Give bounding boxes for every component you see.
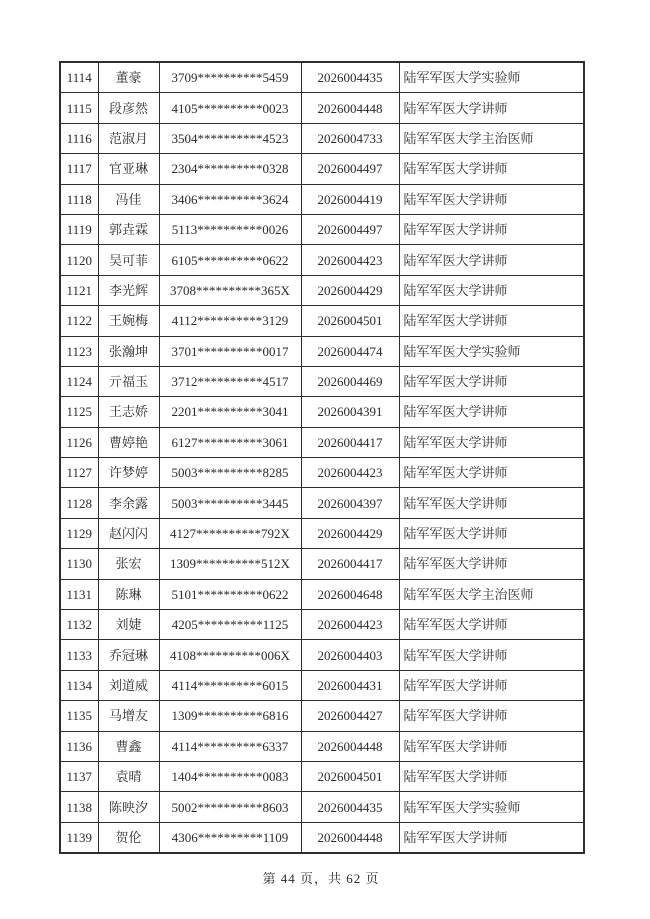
cell-code: 2026004733 [301, 123, 399, 153]
cell-id-number: 3504**********4523 [159, 123, 301, 153]
cell-row-number: 1114 [60, 62, 98, 93]
cell-title: 陆军军医大学实验师 [399, 336, 584, 366]
cell-code: 2026004501 [301, 306, 399, 336]
cell-code: 2026004474 [301, 336, 399, 366]
cell-id-number: 4108**********006X [159, 640, 301, 670]
cell-name: 刘道威 [98, 670, 159, 700]
cell-row-number: 1130 [60, 549, 98, 579]
cell-row-number: 1117 [60, 154, 98, 184]
cell-title: 陆军军医大学讲师 [399, 458, 584, 488]
table-row [60, 670, 584, 700]
cell-title: 陆军军医大学实验师 [399, 62, 584, 93]
cell-title: 陆军军医大学讲师 [399, 731, 584, 761]
table-row [60, 154, 584, 184]
table-row [60, 62, 584, 93]
cell-row-number: 1124 [60, 366, 98, 396]
cell-title: 陆军军医大学讲师 [399, 214, 584, 244]
cell-code: 2026004423 [301, 458, 399, 488]
cell-row-number: 1137 [60, 761, 98, 791]
cell-row-number: 1122 [60, 306, 98, 336]
cell-code: 2026004391 [301, 397, 399, 427]
cell-title: 陆军军医大学讲师 [399, 518, 584, 548]
cell-name: 王婉梅 [98, 306, 159, 336]
cell-name: 刘婕 [98, 610, 159, 640]
cell-row-number: 1132 [60, 610, 98, 640]
cell-title: 陆军军医大学主治医师 [399, 579, 584, 609]
cell-title: 陆军军医大学讲师 [399, 184, 584, 214]
cell-id-number: 2201**********3041 [159, 397, 301, 427]
cell-code: 2026004429 [301, 518, 399, 548]
cell-code: 2026004417 [301, 427, 399, 457]
cell-name: 段彦然 [98, 93, 159, 123]
table-row [60, 275, 584, 305]
cell-code: 2026004419 [301, 184, 399, 214]
cell-name: 李光辉 [98, 275, 159, 305]
page-number-footer: 第 44 页，共 62 页 [262, 871, 380, 886]
cell-name: 吴可菲 [98, 245, 159, 275]
cell-title: 陆军军医大学讲师 [399, 93, 584, 123]
cell-row-number: 1123 [60, 336, 98, 366]
table-row [60, 214, 584, 244]
cell-code: 2026004423 [301, 610, 399, 640]
table-row [60, 549, 584, 579]
cell-code: 2026004448 [301, 822, 399, 853]
table-row [60, 822, 584, 853]
cell-title: 陆军军医大学主治医师 [399, 123, 584, 153]
cell-id-number: 1404**********0083 [159, 761, 301, 791]
cell-row-number: 1136 [60, 731, 98, 761]
table-row [60, 366, 584, 396]
cell-name: 乔冠琳 [98, 640, 159, 670]
cell-title: 陆军军医大学讲师 [399, 306, 584, 336]
cell-title: 陆军军医大学讲师 [399, 549, 584, 579]
cell-title: 陆军军医大学讲师 [399, 822, 584, 853]
cell-name: 赵闪闪 [98, 518, 159, 548]
cell-row-number: 1120 [60, 245, 98, 275]
table-row [60, 336, 584, 366]
cell-title: 陆军军医大学讲师 [399, 245, 584, 275]
cell-id-number: 3712**********4517 [159, 366, 301, 396]
table-row [60, 761, 584, 791]
cell-code: 2026004501 [301, 761, 399, 791]
cell-code: 2026004427 [301, 701, 399, 731]
cell-row-number: 1126 [60, 427, 98, 457]
table-body [60, 62, 584, 853]
table-row [60, 579, 584, 609]
cell-id-number: 5002**********8603 [159, 792, 301, 822]
cell-id-number: 4112**********3129 [159, 306, 301, 336]
cell-name: 董豪 [98, 62, 159, 93]
cell-id-number: 4127**********792X [159, 518, 301, 548]
cell-name: 陈映汐 [98, 792, 159, 822]
cell-name: 袁晴 [98, 761, 159, 791]
cell-name: 郭垚霖 [98, 214, 159, 244]
cell-row-number: 1134 [60, 670, 98, 700]
table-row [60, 610, 584, 640]
cell-row-number: 1138 [60, 792, 98, 822]
cell-id-number: 3701**********0017 [159, 336, 301, 366]
cell-row-number: 1131 [60, 579, 98, 609]
cell-code: 2026004448 [301, 93, 399, 123]
cell-row-number: 1118 [60, 184, 98, 214]
table-row [60, 397, 584, 427]
cell-id-number: 3709**********5459 [159, 62, 301, 93]
cell-id-number: 6105**********0622 [159, 245, 301, 275]
cell-name: 官亚琳 [98, 154, 159, 184]
cell-code: 2026004429 [301, 275, 399, 305]
cell-name: 王志娇 [98, 397, 159, 427]
cell-title: 陆军军医大学讲师 [399, 670, 584, 700]
table-row [60, 427, 584, 457]
cell-id-number: 4205**********1125 [159, 610, 301, 640]
table-row [60, 792, 584, 822]
table-row [60, 93, 584, 123]
cell-title: 陆军军医大学讲师 [399, 761, 584, 791]
cell-code: 2026004448 [301, 731, 399, 761]
cell-name: 贺伦 [98, 822, 159, 853]
cell-row-number: 1125 [60, 397, 98, 427]
cell-id-number: 4114**********6015 [159, 670, 301, 700]
cell-row-number: 1133 [60, 640, 98, 670]
cell-title: 陆军军医大学讲师 [399, 640, 584, 670]
table-row [60, 518, 584, 548]
cell-row-number: 1116 [60, 123, 98, 153]
table-row [60, 731, 584, 761]
cell-title: 陆军军医大学讲师 [399, 154, 584, 184]
cell-row-number: 1127 [60, 458, 98, 488]
cell-name: 曹鑫 [98, 731, 159, 761]
cell-id-number: 5003**********8285 [159, 458, 301, 488]
table-row [60, 458, 584, 488]
cell-code: 2026004403 [301, 640, 399, 670]
cell-id-number: 3406**********3624 [159, 184, 301, 214]
cell-title: 陆军军医大学讲师 [399, 701, 584, 731]
cell-name: 李余露 [98, 488, 159, 518]
cell-title: 陆军军医大学讲师 [399, 488, 584, 518]
cell-name: 许梦婷 [98, 458, 159, 488]
cell-code: 2026004435 [301, 792, 399, 822]
cell-id-number: 6127**********3061 [159, 427, 301, 457]
cell-name: 冯佳 [98, 184, 159, 214]
cell-name: 张宏 [98, 549, 159, 579]
table-row [60, 488, 584, 518]
personnel-table [59, 61, 585, 854]
cell-id-number: 1309**********512X [159, 549, 301, 579]
cell-name: 范淑月 [98, 123, 159, 153]
table-row [60, 306, 584, 336]
cell-id-number: 5101**********0622 [159, 579, 301, 609]
cell-code: 2026004417 [301, 549, 399, 579]
cell-id-number: 5113**********0026 [159, 214, 301, 244]
cell-id-number: 4114**********6337 [159, 731, 301, 761]
cell-id-number: 4105**********0023 [159, 93, 301, 123]
cell-id-number: 1309**********6816 [159, 701, 301, 731]
cell-row-number: 1129 [60, 518, 98, 548]
table-row [60, 184, 584, 214]
cell-row-number: 1128 [60, 488, 98, 518]
cell-title: 陆军军医大学讲师 [399, 366, 584, 396]
cell-code: 2026004435 [301, 62, 399, 93]
cell-name: 陈琳 [98, 579, 159, 609]
cell-name: 曹婷艳 [98, 427, 159, 457]
cell-code: 2026004397 [301, 488, 399, 518]
cell-id-number: 5003**********3445 [159, 488, 301, 518]
cell-title: 陆军军医大学讲师 [399, 610, 584, 640]
cell-row-number: 1139 [60, 822, 98, 853]
cell-code: 2026004497 [301, 214, 399, 244]
cell-title: 陆军军医大学讲师 [399, 427, 584, 457]
cell-title: 陆军军医大学讲师 [399, 275, 584, 305]
cell-title: 陆军军医大学实验师 [399, 792, 584, 822]
table-row [60, 123, 584, 153]
cell-title: 陆军军医大学讲师 [399, 397, 584, 427]
cell-name: 马增友 [98, 701, 159, 731]
table-row [60, 640, 584, 670]
cell-row-number: 1135 [60, 701, 98, 731]
cell-code: 2026004423 [301, 245, 399, 275]
table-row [60, 245, 584, 275]
cell-id-number: 3708**********365X [159, 275, 301, 305]
cell-code: 2026004497 [301, 154, 399, 184]
cell-row-number: 1115 [60, 93, 98, 123]
cell-row-number: 1121 [60, 275, 98, 305]
cell-code: 2026004648 [301, 579, 399, 609]
cell-id-number: 2304**********0328 [159, 154, 301, 184]
cell-name: 张瀚坤 [98, 336, 159, 366]
cell-code: 2026004431 [301, 670, 399, 700]
cell-id-number: 4306**********1109 [159, 822, 301, 853]
cell-row-number: 1119 [60, 214, 98, 244]
cell-name: 亓福玉 [98, 366, 159, 396]
table-row [60, 701, 584, 731]
cell-code: 2026004469 [301, 366, 399, 396]
